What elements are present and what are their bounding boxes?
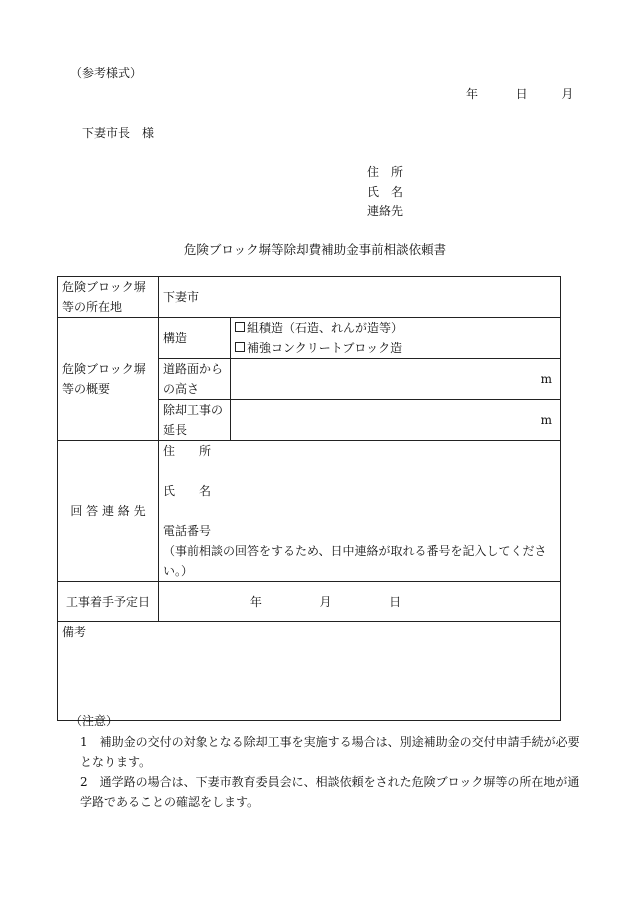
structure-options — [231, 318, 561, 359]
consultation-form-table — [57, 276, 561, 721]
length-field[interactable] — [231, 400, 561, 441]
note-item-2: 2 通学路の場合は、下妻市教育委員会に、相談依頼をされた危険ブロック塀等の所在地が通学路であることの確認をします。 — [80, 775, 580, 809]
start-year-label: 年 — [249, 594, 262, 609]
remarks-field[interactable] — [58, 622, 561, 721]
document-title: 危険ブロック塀等除却費補助金事前相談依頼書 — [183, 242, 447, 257]
date-month-label: 日 — [515, 87, 528, 101]
sender-name-label: 氏 名 — [367, 185, 404, 199]
contact-phone-label: 電話番号 — [163, 524, 212, 538]
note-item-1: 1 補助金の交付の対象となる除却工事を実施する場合は、別途補助金の交付申請手続が必要となります。 — [80, 735, 580, 769]
sender-contact-label: 連絡先 — [367, 204, 404, 218]
length-unit: m — [540, 413, 552, 427]
height-field[interactable] — [231, 359, 561, 400]
location-field[interactable]: 下妻市 — [159, 277, 561, 318]
checkbox-icon[interactable] — [235, 322, 245, 332]
contact-address-label: 住 所 — [163, 444, 212, 458]
height-label: 道路面からの高さ — [159, 359, 231, 400]
contact-phone-note: （事前相談の回答をするため、日中連絡が取れる番号を記入してください。） — [163, 544, 547, 578]
date-year-label: 年 — [466, 87, 479, 101]
notes-heading: （注意） — [70, 714, 119, 728]
length-label: 除却工事の延長 — [159, 400, 231, 441]
structure-option-masonry[interactable]: 組積造（石造、れんが造等） — [235, 318, 556, 338]
contact-name-label: 氏 名 — [163, 484, 212, 498]
addressee: 下妻市長 様 — [82, 126, 155, 140]
structure-option-concrete-block[interactable]: 補強コンクリートブロック造 — [235, 338, 556, 358]
contact-label: 回 答 連 絡 先 — [58, 441, 159, 582]
contact-field[interactable] — [159, 441, 561, 582]
start-month-label: 月 — [319, 594, 332, 609]
height-unit: m — [540, 372, 552, 386]
start-date-label: 工事着手予定日 — [58, 582, 159, 622]
sender-address-label: 住 所 — [367, 165, 404, 179]
location-label: 危険ブロック塀等の所在地 — [58, 277, 159, 318]
overview-label: 危険ブロック塀等の概要 — [58, 318, 159, 441]
date-day-label: 月 — [561, 87, 574, 101]
date-header — [466, 85, 573, 102]
structure-label: 構造 — [159, 318, 231, 359]
start-date-field[interactable] — [159, 582, 561, 622]
reference-style-label: （参考様式） — [70, 66, 143, 80]
remarks-label: 備考 — [62, 625, 87, 639]
checkbox-icon[interactable] — [235, 342, 245, 352]
start-day-label: 日 — [389, 594, 402, 609]
